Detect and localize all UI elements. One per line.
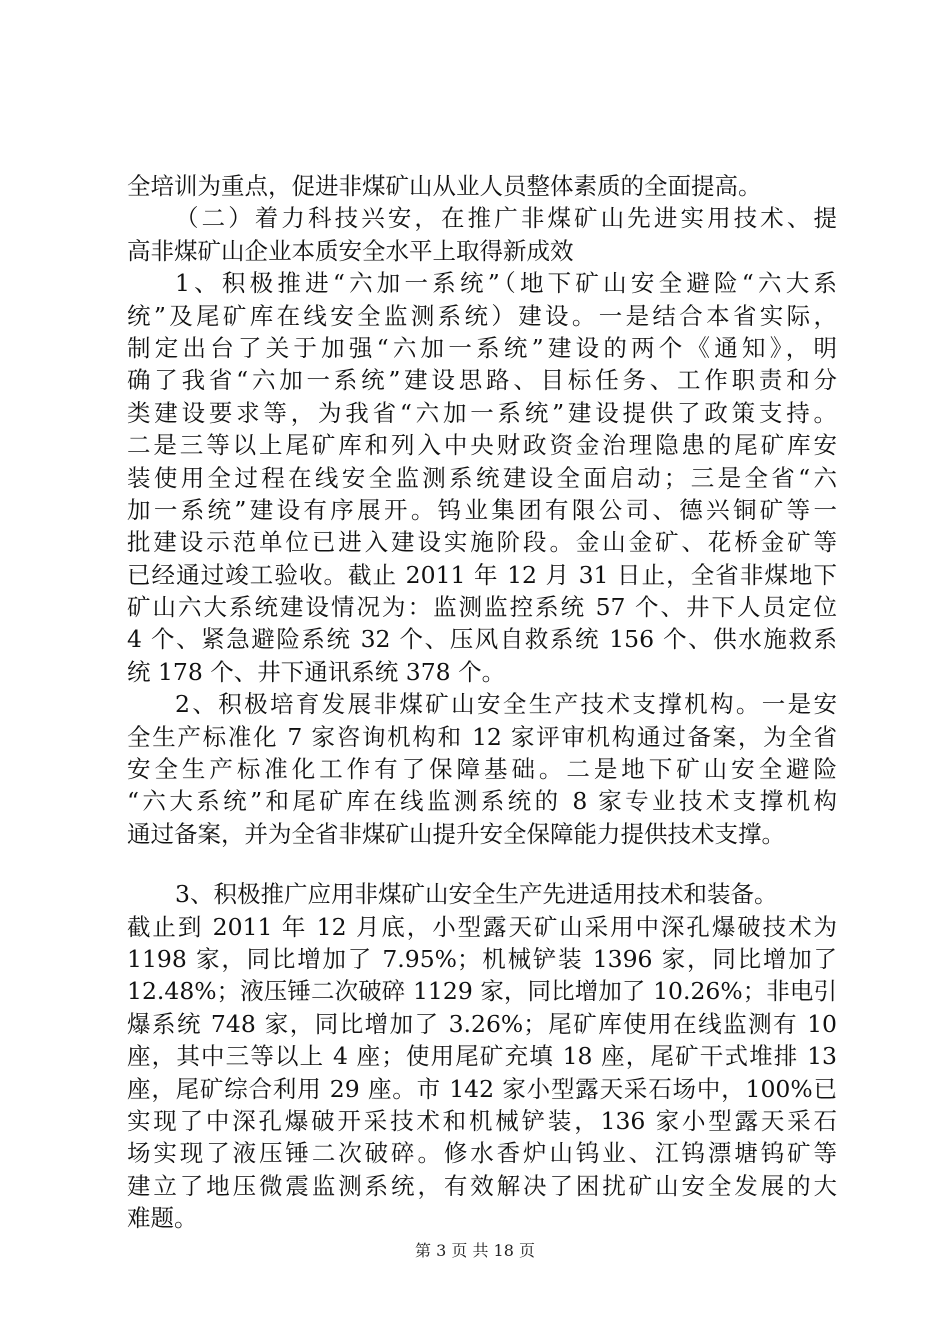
text-line: 高非煤矿山企业本质安全水平上取得新成效	[127, 236, 574, 265]
text-line: 加一系统”建设有序展开。钨业集团有限公司、德兴铜矿等一	[127, 495, 837, 524]
text-line: 类建设要求等，为我省“六加一系统”建设提供了政策支持。	[127, 398, 837, 427]
text-line: 实现了中深孔爆破开采技术和机械铲装，136 家小型露天采石	[127, 1106, 837, 1135]
text-line: 座，尾矿综合利用 29 座。市 142 家小型露天采石场中，100%已	[127, 1074, 837, 1103]
text-line: 批建设示范单位已进入建设实施阶段。金山金矿、花桥金矿等	[127, 528, 837, 557]
text-line: “六大系统”和尾矿库在线监测系统的 8 家专业技术支撑机构	[127, 787, 837, 816]
text-line: 二是三等以上尾矿库和列入中央财政资金治理隐患的尾矿库安	[127, 431, 837, 460]
paragraph-gap	[127, 850, 837, 878]
text-line: 建立了地压微震监测系统，有效解决了困扰矿山安全发展的大	[127, 1171, 837, 1200]
text-line: 通过备案，并为全省非煤矿山提升安全保障能力提供技术支撑。	[127, 819, 785, 848]
text-line: 难题。	[127, 1204, 198, 1233]
document-body	[127, 170, 837, 1235]
text-line: 统 178 个、井下通讯系统 378 个。	[127, 657, 506, 686]
text-line: 1198 家，同比增加了 7.95%；机械铲装 1396 家，同比增加了	[127, 944, 837, 973]
text-line: 3、积极推广应用非煤矿山安全生产先进适用技术和装备。	[175, 880, 778, 909]
text-line: 12.48%；液压锤二次破碎 1129 家，同比增加了 10.26%；非电引	[127, 977, 837, 1006]
text-line: 全培训为重点，促进非煤矿山从业人员整体素质的全面提高。	[127, 172, 762, 200]
text-line: （二）着力科技兴安，在推广非煤矿山先进实用技术、提	[175, 204, 837, 233]
text-line: 2、积极培育发展非煤矿山安全生产技术支撑机构。一是安	[175, 690, 837, 719]
text-line: 矿山六大系统建设情况为：监测监控系统 57 个、井下人员定位	[127, 593, 837, 622]
text-line: 统”及尾矿库在线安全监测系统）建设。一是结合本省实际，	[127, 301, 837, 330]
text-line: 确了我省“六加一系统”建设思路、目标任务、工作职责和分	[127, 366, 837, 395]
text-line: 4 个、紧急避险系统 32 个、压风自救系统 156 个、供水施救系	[127, 625, 837, 654]
text-line: 场实现了液压锤二次破碎。修水香炉山钨业、江钨漂塘钨矿等	[127, 1139, 837, 1168]
text-line: 安全生产标准化工作有了保障基础。二是地下矿山安全避险	[127, 755, 837, 784]
text-line: 座，其中三等以上 4 座；使用尾矿充填 18 座，尾矿干式堆排 13	[127, 1042, 837, 1071]
text-line: 装使用全过程在线安全监测系统建设全面启动；三是全省“六	[127, 463, 837, 492]
text-line: 全生产标准化 7 家咨询机构和 12 家评审机构通过备案，为全省	[127, 722, 837, 751]
text-line: 制定出台了关于加强“六加一系统”建设的两个《通知》，明	[127, 333, 837, 362]
text-line: 爆系统 748 家，同比增加了 3.26%；尾矿库使用在线监测有 10	[127, 1009, 837, 1038]
text-line: 已经通过竣工验收。截止 2011 年 12 月 31 日止，全省非煤地下	[127, 560, 837, 589]
text-line: 1、积极推进“六加一系统”（地下矿山安全避险“六大系	[175, 269, 837, 298]
page-number-footer: 第 3 页 共 18 页	[415, 1241, 535, 1260]
text-line: 截止到 2011 年 12 月底，小型露天矿山采用中深孔爆破技术为	[127, 912, 837, 941]
